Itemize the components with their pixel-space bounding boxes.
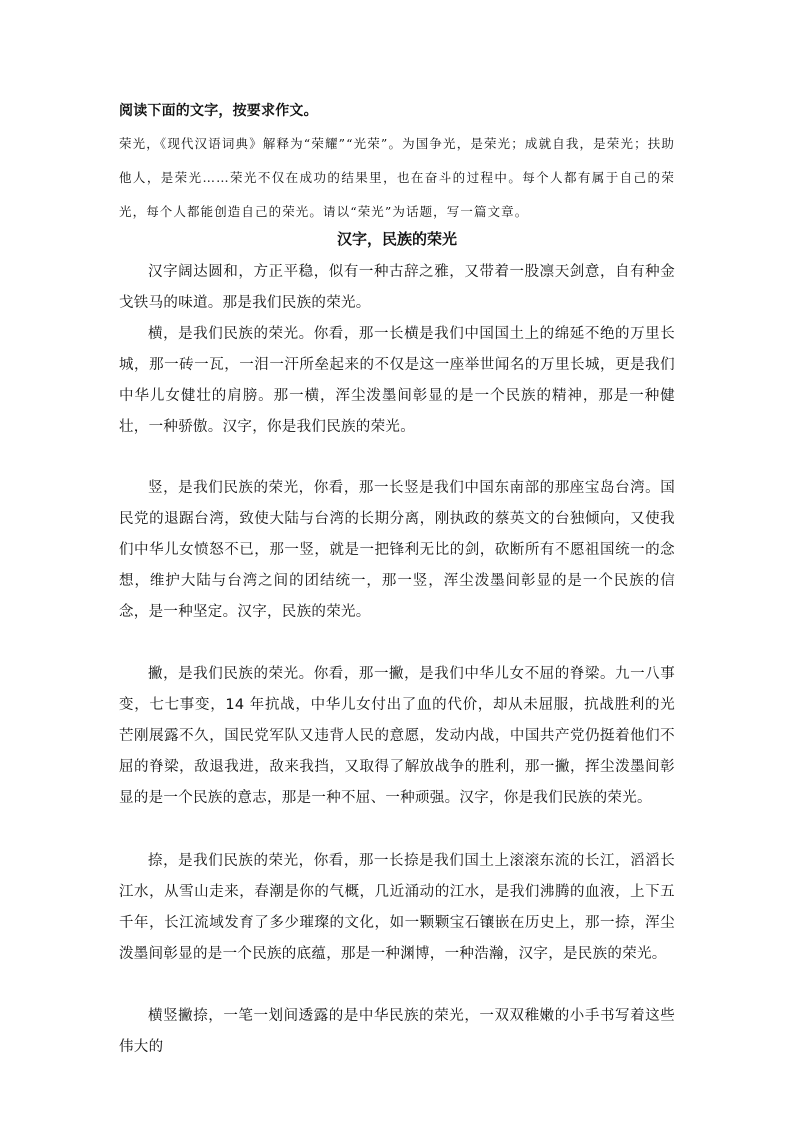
paragraph-text: 汉字阔达圆和，方正平稳，似有一种古辞之雅，又带着一股凛天剑意，自有种金戈铁马的味道。那是我们民族的荣光。	[119, 264, 675, 311]
essay-paragraph	[119, 473, 675, 628]
paragraph-text: 竖，是我们民族的荣光，你看，那一长竖是我们中国东南部的那座宝岛台湾。国民党的退踞台湾，致使大陆与台湾的长期分离，刚执政的蔡英文的台独倾向，又使我们中华儿女愤怒不已，那一竖，就是一把锋利无比的剑，砍断所有不愿祖国统一的念想，维护大陆与台湾之间的团结统一，那一竖，浑尘泼墨间彰显的是一个民族的信念，是一种坚定。汉字，民族的荣光。	[119, 480, 675, 620]
writing-prompt: 荣光，《现代汉语词典》解释为“荣耀”“光荣”。为国争光，是荣光；成就自我，是荣光；扶助他人，是荣光……荣光不仅在成功的结果里，也在奋斗的过程中。每个人都有属于自己的荣光，每个人都能创造自己的荣光。请以“荣光”为话题，写一篇文章。	[119, 136, 675, 219]
essay-paragraph	[119, 319, 675, 443]
essay-paragraph	[119, 659, 675, 814]
paragraph-text: 撇，是我们民族的荣光。你看，那一撇，是我们中华儿女不屈的脊梁。九一八事变，七七事变，14 年抗战，中华儿女付出了血的代价，却从未屈服，抗战胜利的光芒刚展露不久，国民党军队又违背人民的意愿，发动内战，中国共产党仍挺着他们不屈的脊梁，敌退我进，敌来我挡，又取得了解放战争的胜利，那一撇，挥尘泼墨间彰显的是一个民族的意志，那是一种不屈、一种顽强。汉字，你是我们民族的荣光。	[119, 666, 675, 806]
paragraph-text: 横，是我们民族的荣光。你看，那一长横是我们中国国土上的绵延不绝的万里长城，那一砖一瓦，一泪一汗所垒起来的不仅是这一座举世闻名的万里长城，更是我们中华儿女健壮的肩膀。那一横，浑尘泼墨间彰显的是一个民族的精神，那是一种健壮，一种骄傲。汉字，你是我们民族的荣光。	[119, 326, 675, 435]
essay-paragraph	[119, 257, 675, 319]
essay-title: 汉字，民族的荣光	[336, 230, 457, 248]
paragraph-text: 横竖撇捺，一笔一划间透露的是中华民族的荣光，一双双稚嫩的小手书写着这些伟大的	[119, 1008, 675, 1055]
instruction-heading: 阅读下面的文字，按要求作文。	[119, 103, 318, 119]
essay-paragraph	[119, 1001, 675, 1063]
paragraph-text: 捺，是我们民族的荣光，你看，那一长捺是我们国土上滚滚东流的长江，滔滔长江水，从雪山走来，春潮是你的气概，几近涌动的江水，是我们沸腾的血液，上下五千年，长江流域发育了多少璀璨的文化，如一颗颗宝石镶嵌在历史上，那一捺，浑尘泼墨间彰显的是一个民族的底蕴，那是一种渊博，一种浩瀚，汉字，是民族的荣光。	[119, 853, 675, 962]
essay-paragraph	[119, 846, 675, 970]
